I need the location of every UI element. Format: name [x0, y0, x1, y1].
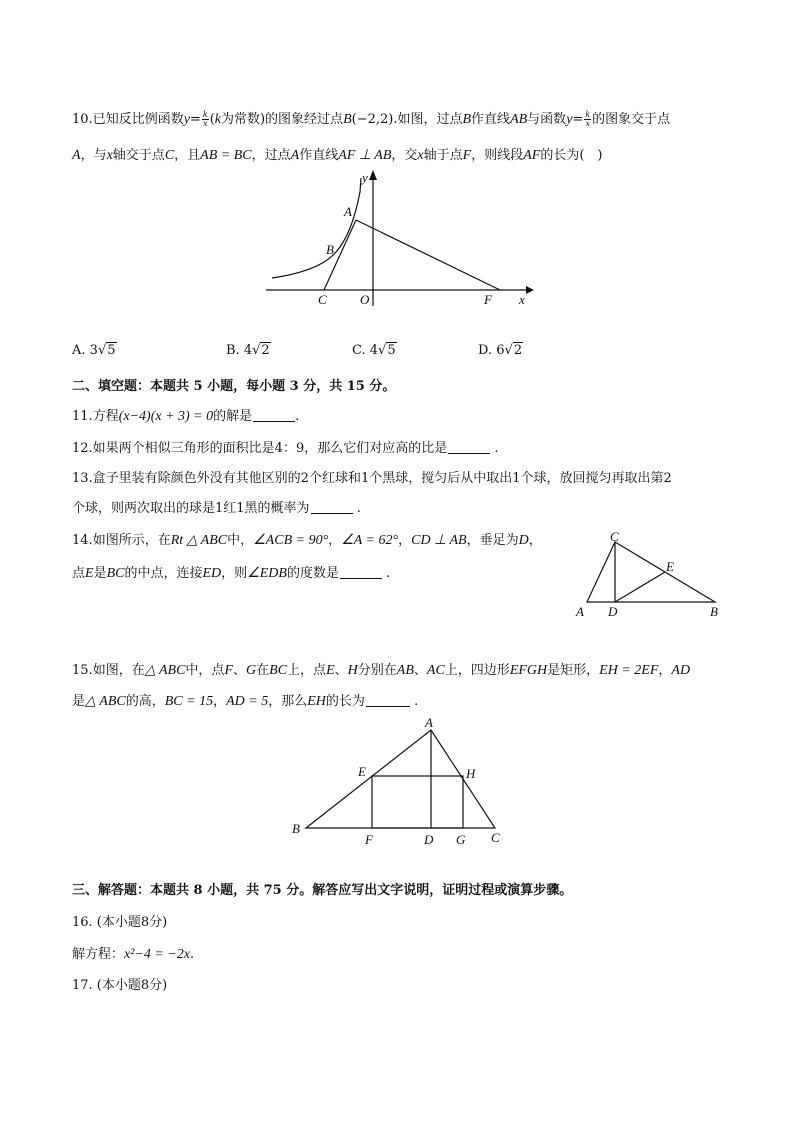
section-2-heading: 二、填空题：本题共 5 小题，每小题 3 分，共 15 分。 [72, 379, 396, 394]
section-3-heading: 三、解答题：本题共 8 小题，共 75 分。解答应写出文字说明，证明过程或演算步骤。 [72, 883, 573, 898]
q11: 11.方程(x−4)(x + 3) = 0的解是 . [72, 409, 300, 424]
triangle-abc [587, 542, 715, 602]
radical-icon: √5 [378, 343, 396, 358]
label-e: E [358, 764, 366, 779]
q10-line1: 10.已知反比例函数y= $\frac{k}{x}$ (k为常数)的图象经过点B(−2,2).如图，过点B作直线AB与函数y= $\frac{k}{x}$ 的图象交于点 [72, 110, 671, 128]
label-b: B [710, 604, 718, 619]
label-g: G [456, 832, 466, 847]
label-a: A [425, 715, 433, 730]
option-c: C. 4√5 [352, 343, 396, 358]
option-a: A. 3√5 [72, 343, 116, 358]
line-af [356, 220, 500, 290]
fraction-k-over-x: $\frac{k}{x}$ [202, 110, 208, 128]
label-f: F [484, 292, 492, 307]
option-b: B. 4√2 [226, 343, 270, 358]
option-d: D. 6√2 [478, 343, 523, 358]
rectangle-efgh [372, 776, 463, 828]
y-axis-arrow-icon [369, 170, 377, 180]
answer-blank [340, 566, 382, 579]
label-c: C [491, 830, 500, 845]
q13-line1: 13.盒子里装有除颜色外没有其他区别的2个红球和1个黑球，搅匀后从中取出1个球，放回搅匀再取出第2 [72, 471, 672, 486]
label-x: x [519, 292, 525, 307]
q15-line2: 是△ ABC的高，BC = 15，AD = 5，那么EH的长为 . [72, 694, 419, 709]
label-d: D [608, 604, 618, 619]
answer-blank [448, 441, 490, 454]
q13-line2: 个球，则两次取出的球是1红1黑的概率为 . [72, 501, 361, 516]
q10-figure [260, 166, 540, 311]
q15-figure [285, 712, 515, 852]
x-axis-arrow-icon [526, 286, 534, 294]
q10-line2: A，与x轴交于点C，且AB = BC，过点A作直线AF ⊥ AB，交x轴于点F，则线段AF的长为( ) [72, 148, 603, 163]
q14-line1: 14.如图所示，在Rt △ ABC中，∠ACB = 90°，∠A = 62°，CD ⊥ AB，垂足为D， [72, 533, 542, 548]
q10-number: 10. [72, 112, 93, 127]
q14-line2: 点E是BC的中点，连接ED，则∠EDB的度数是 . [72, 566, 391, 581]
q16-header: 16. (本小题8分) [72, 915, 168, 930]
label-b: B [292, 821, 300, 836]
label-c: C [610, 529, 619, 544]
label-y: y [362, 170, 368, 185]
radical-icon: √2 [252, 343, 270, 358]
q14-figure [570, 528, 730, 623]
label-c: C [318, 292, 327, 307]
label-a: A [344, 204, 352, 219]
label-a: A [576, 604, 584, 619]
segment-ed [615, 572, 665, 602]
fraction-k-over-x: $\frac{k}{x}$ [585, 110, 591, 128]
radical-icon: √5 [97, 343, 116, 358]
answer-blank [366, 694, 410, 707]
label-d: D [424, 832, 434, 847]
label-b: B [326, 242, 334, 257]
answer-blank [253, 409, 295, 422]
q15-line1: 15.如图，在△ ABC中，点F、G在BC上，点E、H分别在AB、AC上，四边形EFGH是矩形，EH = 2EF，AD [72, 663, 691, 678]
label-o: O [360, 292, 370, 307]
label-h: H [466, 766, 476, 781]
q12: 12.如果两个相似三角形的面积比是4：9，那么它们对应高的比是 . [72, 441, 499, 456]
label-f: F [365, 832, 373, 847]
label-e: E [666, 559, 674, 574]
q16-body: 解方程：x²−4 = −2x. [72, 947, 195, 962]
answer-blank [311, 501, 353, 514]
radical-icon: √2 [504, 343, 523, 358]
hyperbola-curve [272, 178, 361, 278]
q17-header: 17. (本小题8分) [72, 978, 168, 993]
